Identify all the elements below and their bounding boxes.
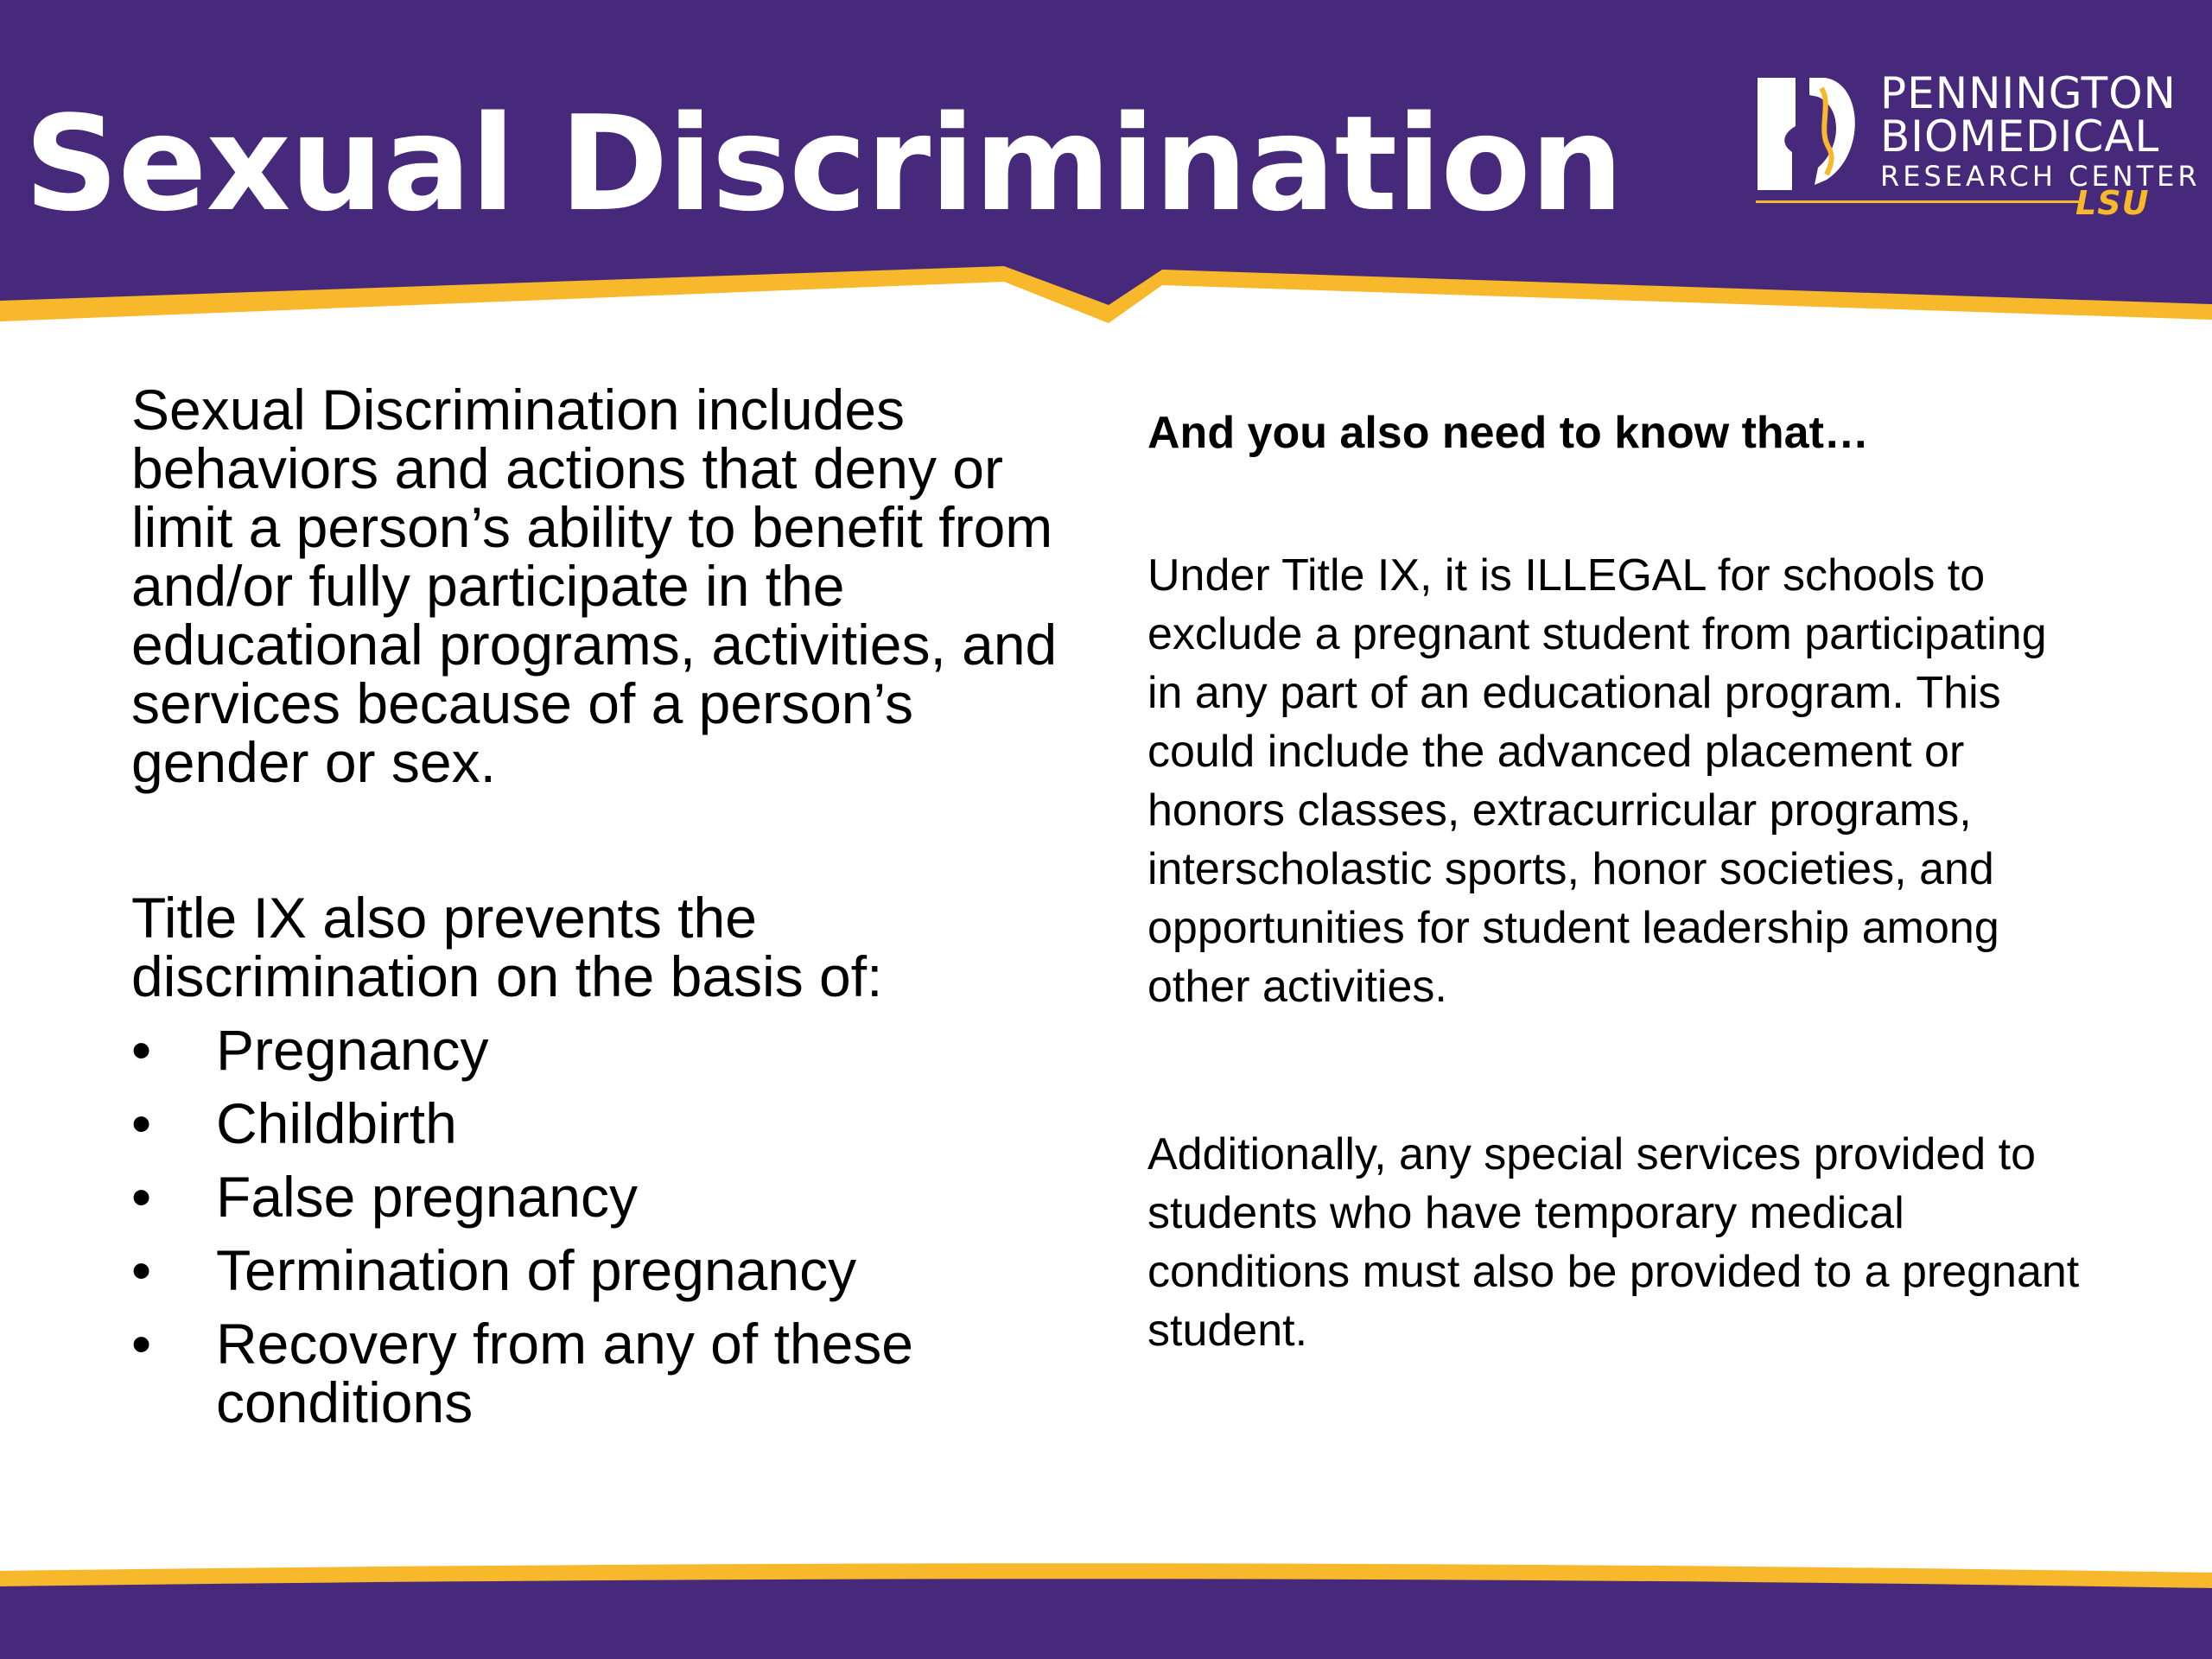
footer-purple-fill: [0, 1579, 2212, 1659]
pennington-logo-icon: [1758, 78, 1870, 190]
list-item-label: False pregnancy: [216, 1165, 638, 1229]
bullet-icon: •: [131, 1312, 152, 1376]
title-ix-pregnancy-paragraph: Under Title IX, it is ILLEGAL for schools to exclude a pregnant student from participating in any part of an educational program. This could include the advanced placement or honors classes, extracurricular programs, interscholastic sports, honor societies, and opportunities for student leadership among other activities.: [1147, 550, 2047, 1012]
list-item: [131, 1018, 1099, 1082]
pennington-logo: [1752, 68, 2201, 225]
bullet-list: [131, 1020, 1099, 1432]
list-item: [131, 1165, 1099, 1229]
footer-band: [0, 1555, 2212, 1659]
logo-line-pennington: PENNINGTON: [1880, 68, 2177, 118]
list-item: [131, 1314, 1099, 1432]
bullet-icon: •: [131, 1238, 152, 1302]
bullet-icon: •: [131, 1091, 152, 1155]
intro-paragraph: Sexual Discrimination includes behaviors and actions that deny or limit a person’s ability to benefit from and/or fully participate in the educational programs, activities, and services because of a person’s gender or sex.: [131, 378, 1058, 794]
logo-line-research-center: RESEARCH CENTER: [1880, 160, 2201, 193]
special-services-paragraph: Additionally, any special services provided to students who have temporary medical conditions must also be provided to a pregnant student.: [1147, 1129, 2080, 1356]
logo-divider: [1756, 200, 2084, 203]
list-item: [131, 1238, 1099, 1302]
list-item-label: Childbirth: [216, 1091, 457, 1155]
list-item: [131, 1091, 1099, 1155]
title-ix-paragraph: Title IX also prevents the discrimination on the basis of:: [131, 886, 883, 1008]
logo-line-biomedical: BIOMEDICAL: [1880, 111, 2160, 162]
logo-lsu: LSU: [2075, 184, 2150, 222]
right-heading: And you also need to know that…: [1147, 408, 1869, 458]
bullet-icon: •: [131, 1165, 152, 1229]
right-column: [1147, 406, 2089, 1360]
list-item-label: Recovery from any of these conditions: [216, 1312, 914, 1434]
list-item-label: Termination of pregnancy: [216, 1238, 857, 1302]
list-item-label: Pregnancy: [216, 1018, 489, 1082]
page-title: Sexual Discrimination: [24, 87, 1623, 240]
left-column: [131, 380, 1099, 1432]
bullet-icon: •: [131, 1018, 152, 1082]
